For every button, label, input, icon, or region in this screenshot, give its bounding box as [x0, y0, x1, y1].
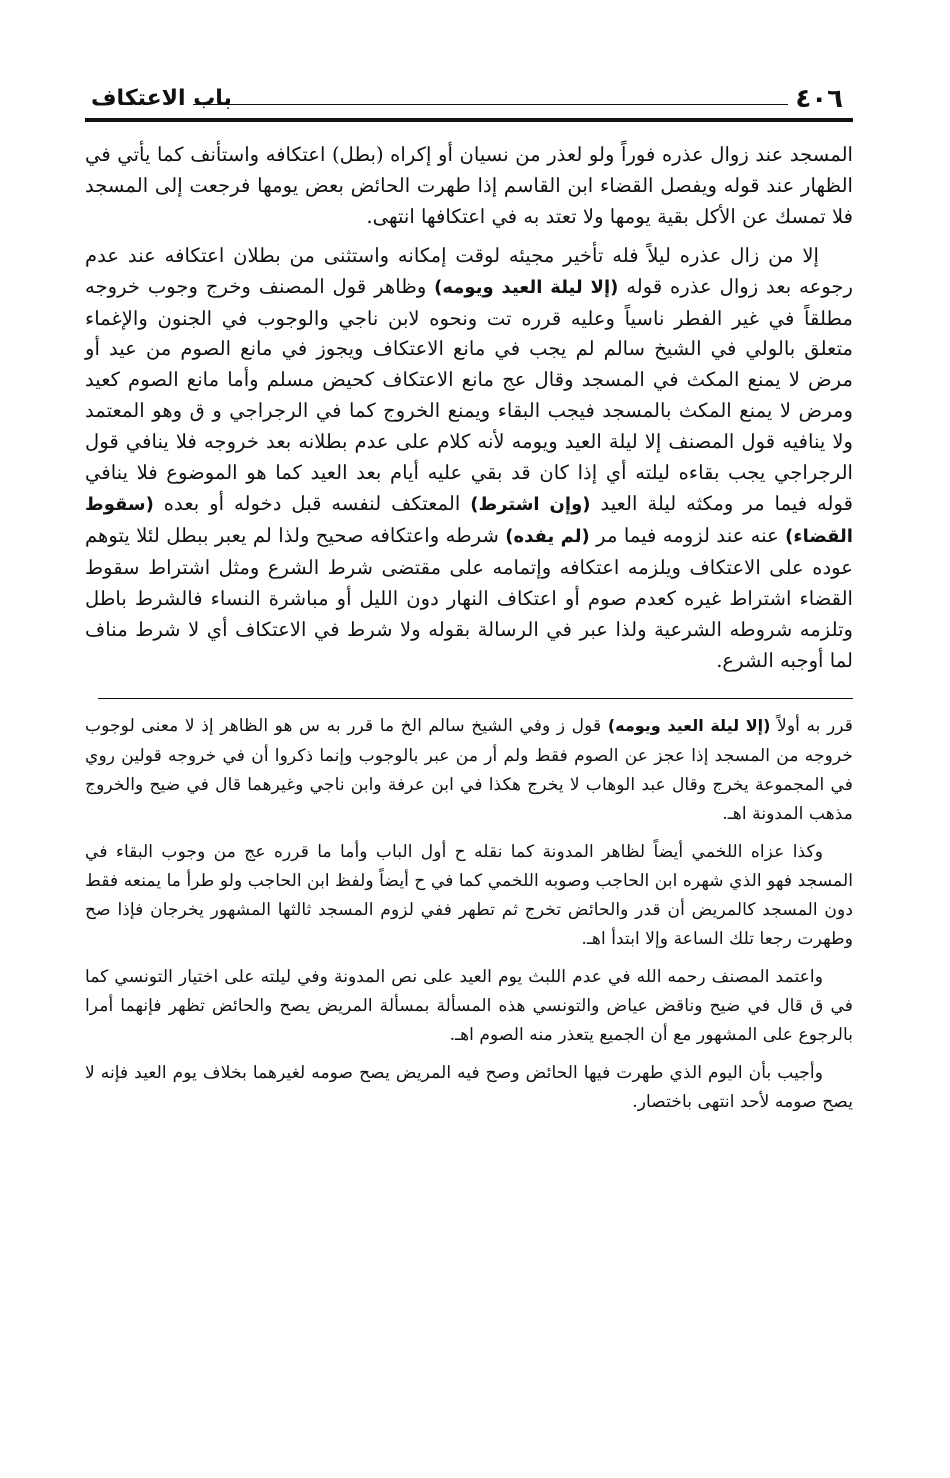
chapter-title: باب الاعتكاف	[91, 86, 232, 111]
main-text	[85, 140, 853, 676]
main-paragraph-1: المسجد عند زوال عذره فوراً ولو لعذر من نسيان أو إكراه (بطل) اعتكافه واستأنف كما يأتي في الظهار عند قوله ويفصل القضاء ابن القاسم إذا طهرت الحائض بعض يومها فرجعت إلى المسجد فلا تمسك عن الأكل بقية يومها ولا تعتد به في اعتكافها انتهى.	[85, 143, 853, 228]
footnote-divider	[98, 698, 853, 699]
page-number: ٤٠٦	[795, 84, 843, 114]
header-divider-thick	[85, 118, 853, 122]
text-run: إلا من زال عذره ليلاً فله تأخير مجيئه لوقت إمكانه واستثنى من بطلان اعتكافه عند عدم رجوعه بعد زوال عذره قوله	[85, 243, 853, 298]
quoted-matn: (إلا ليلة العيد ويومه)	[607, 716, 771, 736]
text-run: عنه عند لزومه فيما مر	[589, 523, 786, 547]
quoted-matn: (سقوط القضاء)	[85, 493, 853, 547]
quoted-matn: (لم يفده)	[505, 525, 590, 547]
text-run: وظاهر قول المصنف وخرج وجوب خروجه مطلقاً في غير الفطر ناسياً وعليه قرره تت ونحوه لابن ناجي والوجوب في الجنون والإغماء متعلق بالولي في الشيخ سالم لم يجب في مانع الاعتكاف ويجوز في مانع الصوم من عيد أو مرض لا يمنع المكث في المسجد وقال عج مانع الاعتكاف كحيض مسلم وأما مانع الصوم كعيد ومرض لا يمنع المكث بالمسجد فيجب البقاء ويمنع الخروج كما في الرجراجي و ق وهو المعتمد ولا ينافيه قول المصنف إلا ليلة العيد ويومه لأنه كلام على عدم بطلانه بعد خروجه فلا ينافي قول الرجراجي يجب بقاءه ليلته أي إذا كان قد بقي عليه أيام بعد العيد كما هو الموضوع فلا ينافي قوله فيما مر ومكثه ليلة العيد	[85, 274, 853, 515]
header-divider-thin	[193, 104, 788, 105]
text-run: قرر به أولاً	[770, 716, 853, 737]
quoted-matn: (إلا ليلة العيد ويومه)	[434, 276, 619, 298]
page-header	[85, 80, 853, 118]
quoted-matn: (وإن اشترط)	[470, 493, 591, 515]
text-run: المعتكف لنفسه قبل دخوله أو بعده	[153, 491, 471, 515]
main-paragraph-2	[85, 241, 853, 677]
footnotes	[85, 711, 853, 1117]
book-page	[85, 80, 853, 1125]
footnote-paragraph-1	[85, 711, 853, 829]
text-run: قول ز وفي الشيخ سالم الخ ما قرر به س هو الظاهر إذ لا معنى لوجوب خروجه من المسجد إذا عجز عن الصوم فقط ولم أر من عبر بالوجوب وإنما ذكروا أن في خروجه قولين روي في المجموعة يخرج وقال عبد الوهاب لا يخرج هكذا في ابن عرفة وابن ناجي وغيرهما قال في ضيح والخروج مذهب المدونة اهـ.	[85, 716, 853, 825]
footnote-paragraph-2: وكذا عزاه اللخمي أيضاً لظاهر المدونة كما نقله ح أول الباب وأما ما قرره عج من وجوب البقاء في المسجد فهو الذي شهره ابن الحاجب وصوبه اللخمي كما في ح أيضاً ولفظ ابن الحاجب ولو طرأ ما يمنعه فقط دون المسجد كالمريض أن قدر والحائض تخرج ثم تطهر ففي لزوم المسجد ثالثها المشهور يخرجان فإذا صح وطهرت رجعا تلك الساعة وإلا ابتدأ اهـ.	[85, 841, 853, 950]
footnote-paragraph-3: واعتمد المصنف رحمه الله في عدم اللبث يوم العيد على نص المدونة وفي ليلته على اختيار التونسي كما في ق قال في ضيح وناقض عياض والتونسي هذه المسألة بمسألة المريض يصح والحائض تظهر فإنهما أمرا بالرجوع على المشهور مع أن الجميع يتعذر منه الصوم اهـ.	[85, 966, 853, 1046]
text-run: شرطه واعتكافه صحيح ولذا لم يعبر ببطل لئلا يتوهم عوده على الاعتكاف ويلزمه اعتكافه وإتمامه على مقتضى شرط الشرع ومثل اشتراط سقوط القضاء اشتراط غيره كعدم صوم أو اعتكاف النهار دون الليل أو مباشرة النساء فالشرط باطل وتلزمه شروطه الشرعية ولذا عبر في الرسالة بقوله ولا شرط في الاعتكاف أي لا شرط مناف لما أوجبه الشرع.	[85, 523, 853, 672]
footnote-paragraph-4: وأجيب بأن اليوم الذي طهرت فيها الحائض وصح فيه المريض يصح صومه لغيرهما بخلاف يوم العيد فإنه لا يصح صومه لأحد انتهى باختصار.	[85, 1062, 853, 1112]
